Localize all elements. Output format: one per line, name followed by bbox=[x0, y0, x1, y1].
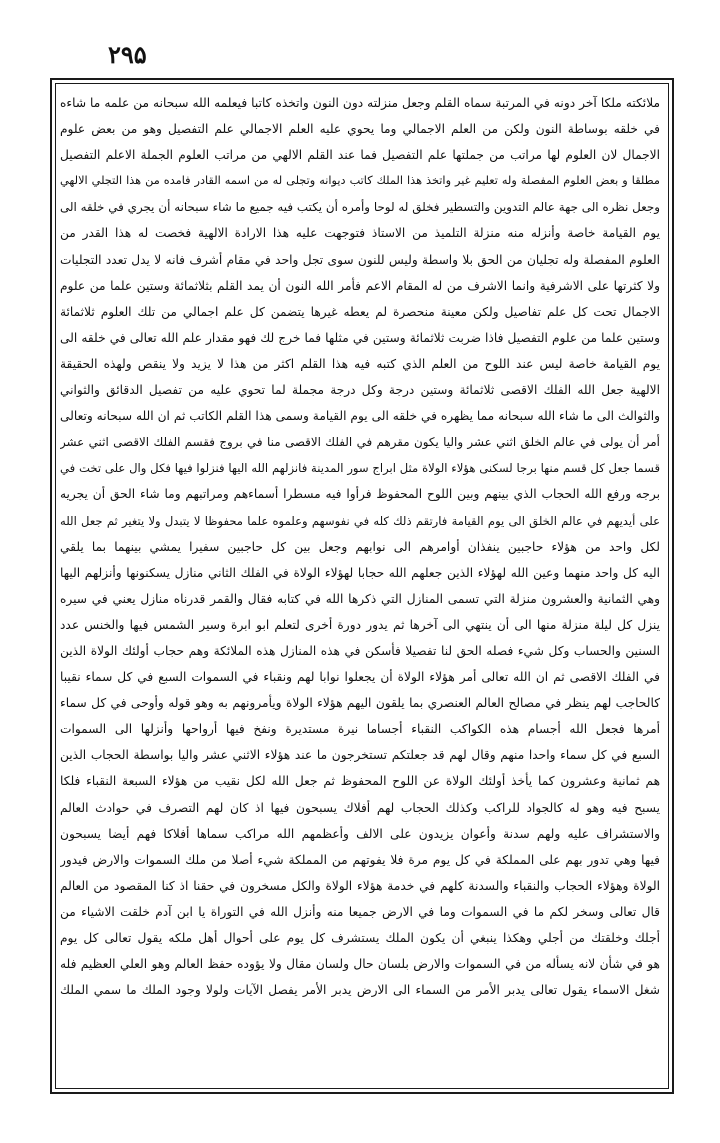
text-line: والثوالث الى ما شاء الله سبحانه مما يظهره في خلقه الى يوم القيامة وسمى هذا القلم الكاتب ثم ان الله سبحانه وتعالى bbox=[60, 409, 660, 424]
text-line: مطلقا و بعض العلوم المفصلة وله تعليم غير واتخذ هذا الملك كاتب ديوانه وتجلى له من اسمه القادر فامده من هذا التجلي الالهي bbox=[60, 174, 660, 188]
text-line: لكل واحد من هؤلاء حاجبين ينفذان أوامرهم الى نوابهم وجعل بين كل حاجبين سفيرا يمشي بينهما بما يلقي bbox=[60, 539, 660, 554]
text-line: الاجمال تحت كل علم تفاصيل ولكن معينة منحصرة لم يعطه غيرها يتضمن كل علم اجمالي من تلك العلوم ثلاثمائة bbox=[60, 304, 660, 319]
text-line: السنين والحساب وكل شيء فصله الحق لنا تفصيلا فأسكن في هذه المنازل هذه الملائكة وهم حجاب أولئك الولاة الذين bbox=[60, 643, 660, 658]
text-line: أجلك وخلقتك من أجلي وهكذا ينبغي أن يكون الملك يستشرف كل يوم على أحوال أهل ملكه يقول تعالى كل يوم bbox=[60, 931, 660, 945]
text-line: وجعل نظره الى جهة عالم التدوين والتسطير فخلق له لوحا وأمره أن يكتب فيه جميع ما شاء سبحانه أن يجري في خلقه الى bbox=[60, 200, 660, 215]
text-line: وهي الثمانية والعشرون منزلة التي تسمى المنازل التي ذكرها الله في كتابه فقال والقمر قدرناه منازل يعني في سيره bbox=[60, 591, 660, 606]
text-line: الالهية جعل الله الفلك الاقصى ثلاثمائة وستين درجة وكل درجة مجملة لما تحوي عليه من تفصيل الدقائق والثواني bbox=[60, 383, 660, 398]
text-line: الولاة وهؤلاء الحجاب والنقباء والسدنة كلهم في خدمة هؤلاء الولاة والكل مسخرون في حقنا اذ كنا المقصود من العالم bbox=[60, 878, 660, 893]
text-line: ولا كثرتها على الاشرفية وانما الاشرف من له المقام الاعم فأمر الله النون أن يمد القلم بثلاثمائة وستين علما من علوم bbox=[60, 278, 660, 293]
text-line: الاجمال لان العلوم لها مراتب من جملتها علم التفصيل فما عند القلم الالهي من مراتب العلوم الجملة الاعلم التفصيل bbox=[60, 148, 660, 163]
text-line: وستين علما من علوم التفصيل فاذا ضربت ثلاثمائة وستين في مثلها فما خرج لك فهو مقدار علم الله تعالى في خلقه الى bbox=[60, 330, 660, 345]
text-line: كالحاجب لهم ينظر في مصالح العالم العنصري بما يلقون اليهم هؤلاء الولاة ويأمرونهم به وهو قوله وأوحى في كل سماء bbox=[60, 696, 660, 711]
text-line: العلوم المفصلة وله تجليان من الحق بلا واسطة وليس للنون سوى تجل واحد في مقام أشرف فانه لا يدل تعدد التجليات bbox=[60, 252, 660, 267]
text-line: اليه كل واحد منهما وعين الله لهؤلاء الذين جعلهم الله حجابا لهؤلاء الولاة في الفلك الثاني منازل يسكنونها وأنزلهم اليها bbox=[60, 565, 660, 580]
text-line: في الفلك الاقصى ثم ان الله تعالى أمر هؤلاء الولاة أن يجعلوا نوابا لهم ونقباء في السموات السبع في كل سماء نقيبا bbox=[60, 670, 660, 685]
text-line: في خلقه بوساطة النون ولكن من العلم الاجمالي وما يحوي عليه العلم الاجمالي علم التفصيل وهو من بعض علوم bbox=[60, 122, 660, 137]
manuscript-text-block bbox=[60, 90, 660, 1082]
text-line: والاستشراف عليه ولهم سدنة وأعوان يزيدون على الالف وأعظمهم الله مراكب سماها أفلاكا فهم أيضا يسبحون bbox=[60, 826, 660, 841]
text-line: شغل الاسماء يقول تعالى يدبر الأمر من السماء الى الارض يدبر الأمر يفصل الآيات ولولا وجود الملك ما سمي الملك bbox=[60, 983, 660, 998]
text-line: أمر أن يولى في عالم الخلق اثني عشر واليا يكون مقرهم في الفلك الاقصى منا في بروج فقسم الفلك الاقصى اثني عشر bbox=[60, 435, 660, 450]
text-line: فيها وهي تدور بهم على المملكة في كل يوم مرة فلا يفوتهم من المملكة شيء أصلا من ملك السموات والارض فيدور bbox=[60, 852, 660, 867]
text-line: السبع في كل سماء واحدا منهم وقال لهم قد جعلتكم تستخرجون ما عند هؤلاء الاثني عشر واليا بواسطة الحجاب الذين bbox=[60, 748, 660, 763]
text-line: قال تعالى وسخر لكم ما في السموات وما في الارض جميعا منه وأنزل الله في التوراة يا ابن آدم خلقت الاشياء من bbox=[60, 904, 660, 919]
page-number: ۲۹۵ bbox=[108, 40, 147, 69]
text-line: على أيديهم في عالم الخلق الى يوم القيامة فارتقم ذلك كله في نفوسهم وعلموه علما محفوظا لا يتبدل ولا يتغير ثم جعل الله bbox=[60, 513, 660, 528]
text-line: أمرها فجعل الله أجسام هذه الكواكب النقباء أجساما نيرة مستديرة ونفخ فيها أرواحها وأنزلها الى السموات bbox=[60, 722, 660, 737]
text-line: قسما جعل كل قسم منها برجا لسكنى هؤلاء الولاة مثل ابراج سور المدينة فانزلهم الله اليها فنزلوا فيها فكل وال على تخت في bbox=[60, 461, 660, 476]
text-line: هو في شأن لانه يسأله من في السموات والارض بلسان حال ولسان مقال ولا يؤوده حفظ العالم وهو العلي العظيم فله bbox=[60, 957, 660, 972]
text-line: هم ثمانية وعشرون كما يأخذ أولئك الولاة عن اللوح المحفوظ ثم جعل الله لكل نقيب من هؤلاء السبعة النقباء فلكا bbox=[60, 774, 660, 789]
text-line: ينزل كل ليلة منزلة منها الى أن ينتهي الى آخرها ثم يدور دورة أخرى لتعلم ابو ابرة وسير الشمس فيها والخنس عدد bbox=[60, 617, 660, 632]
text-line: يسبح فيه وهو له كالجواد للراكب وكذلك الحجاب لهم أفلاك يسبحون فيها اذ كان لهم التصرف في حوادث العالم bbox=[60, 800, 660, 815]
text-line: ملائكته ملكا آخر دونه في المرتبة سماه القلم وجعل منزلته دون النون واتخذه كاتبا فيعلمه الله سبحانه من علمه ما شاءه bbox=[60, 96, 660, 110]
text-line: يوم القيامة خاصة ليس عند اللوح من العلم الذي كتبه فيه هذا القلم اكثر من هذا لا يزيد ولا ينقص ولهذه الحقيقة bbox=[60, 356, 660, 371]
text-line: يوم القيامة خاصة وأنزله منه منزلة التلميذ من الاستاذ فتوجهت عليه هذا الارادة الالهية فخصت له هذا القدر من bbox=[60, 226, 660, 241]
text-line: برجه ورفع الله الحجاب الذي بينهم وبين اللوح المحفوظ فرأوا فيه مسطرا أسماءهم ومراتبهم وما شاء الحق أن يجريه bbox=[60, 487, 660, 502]
